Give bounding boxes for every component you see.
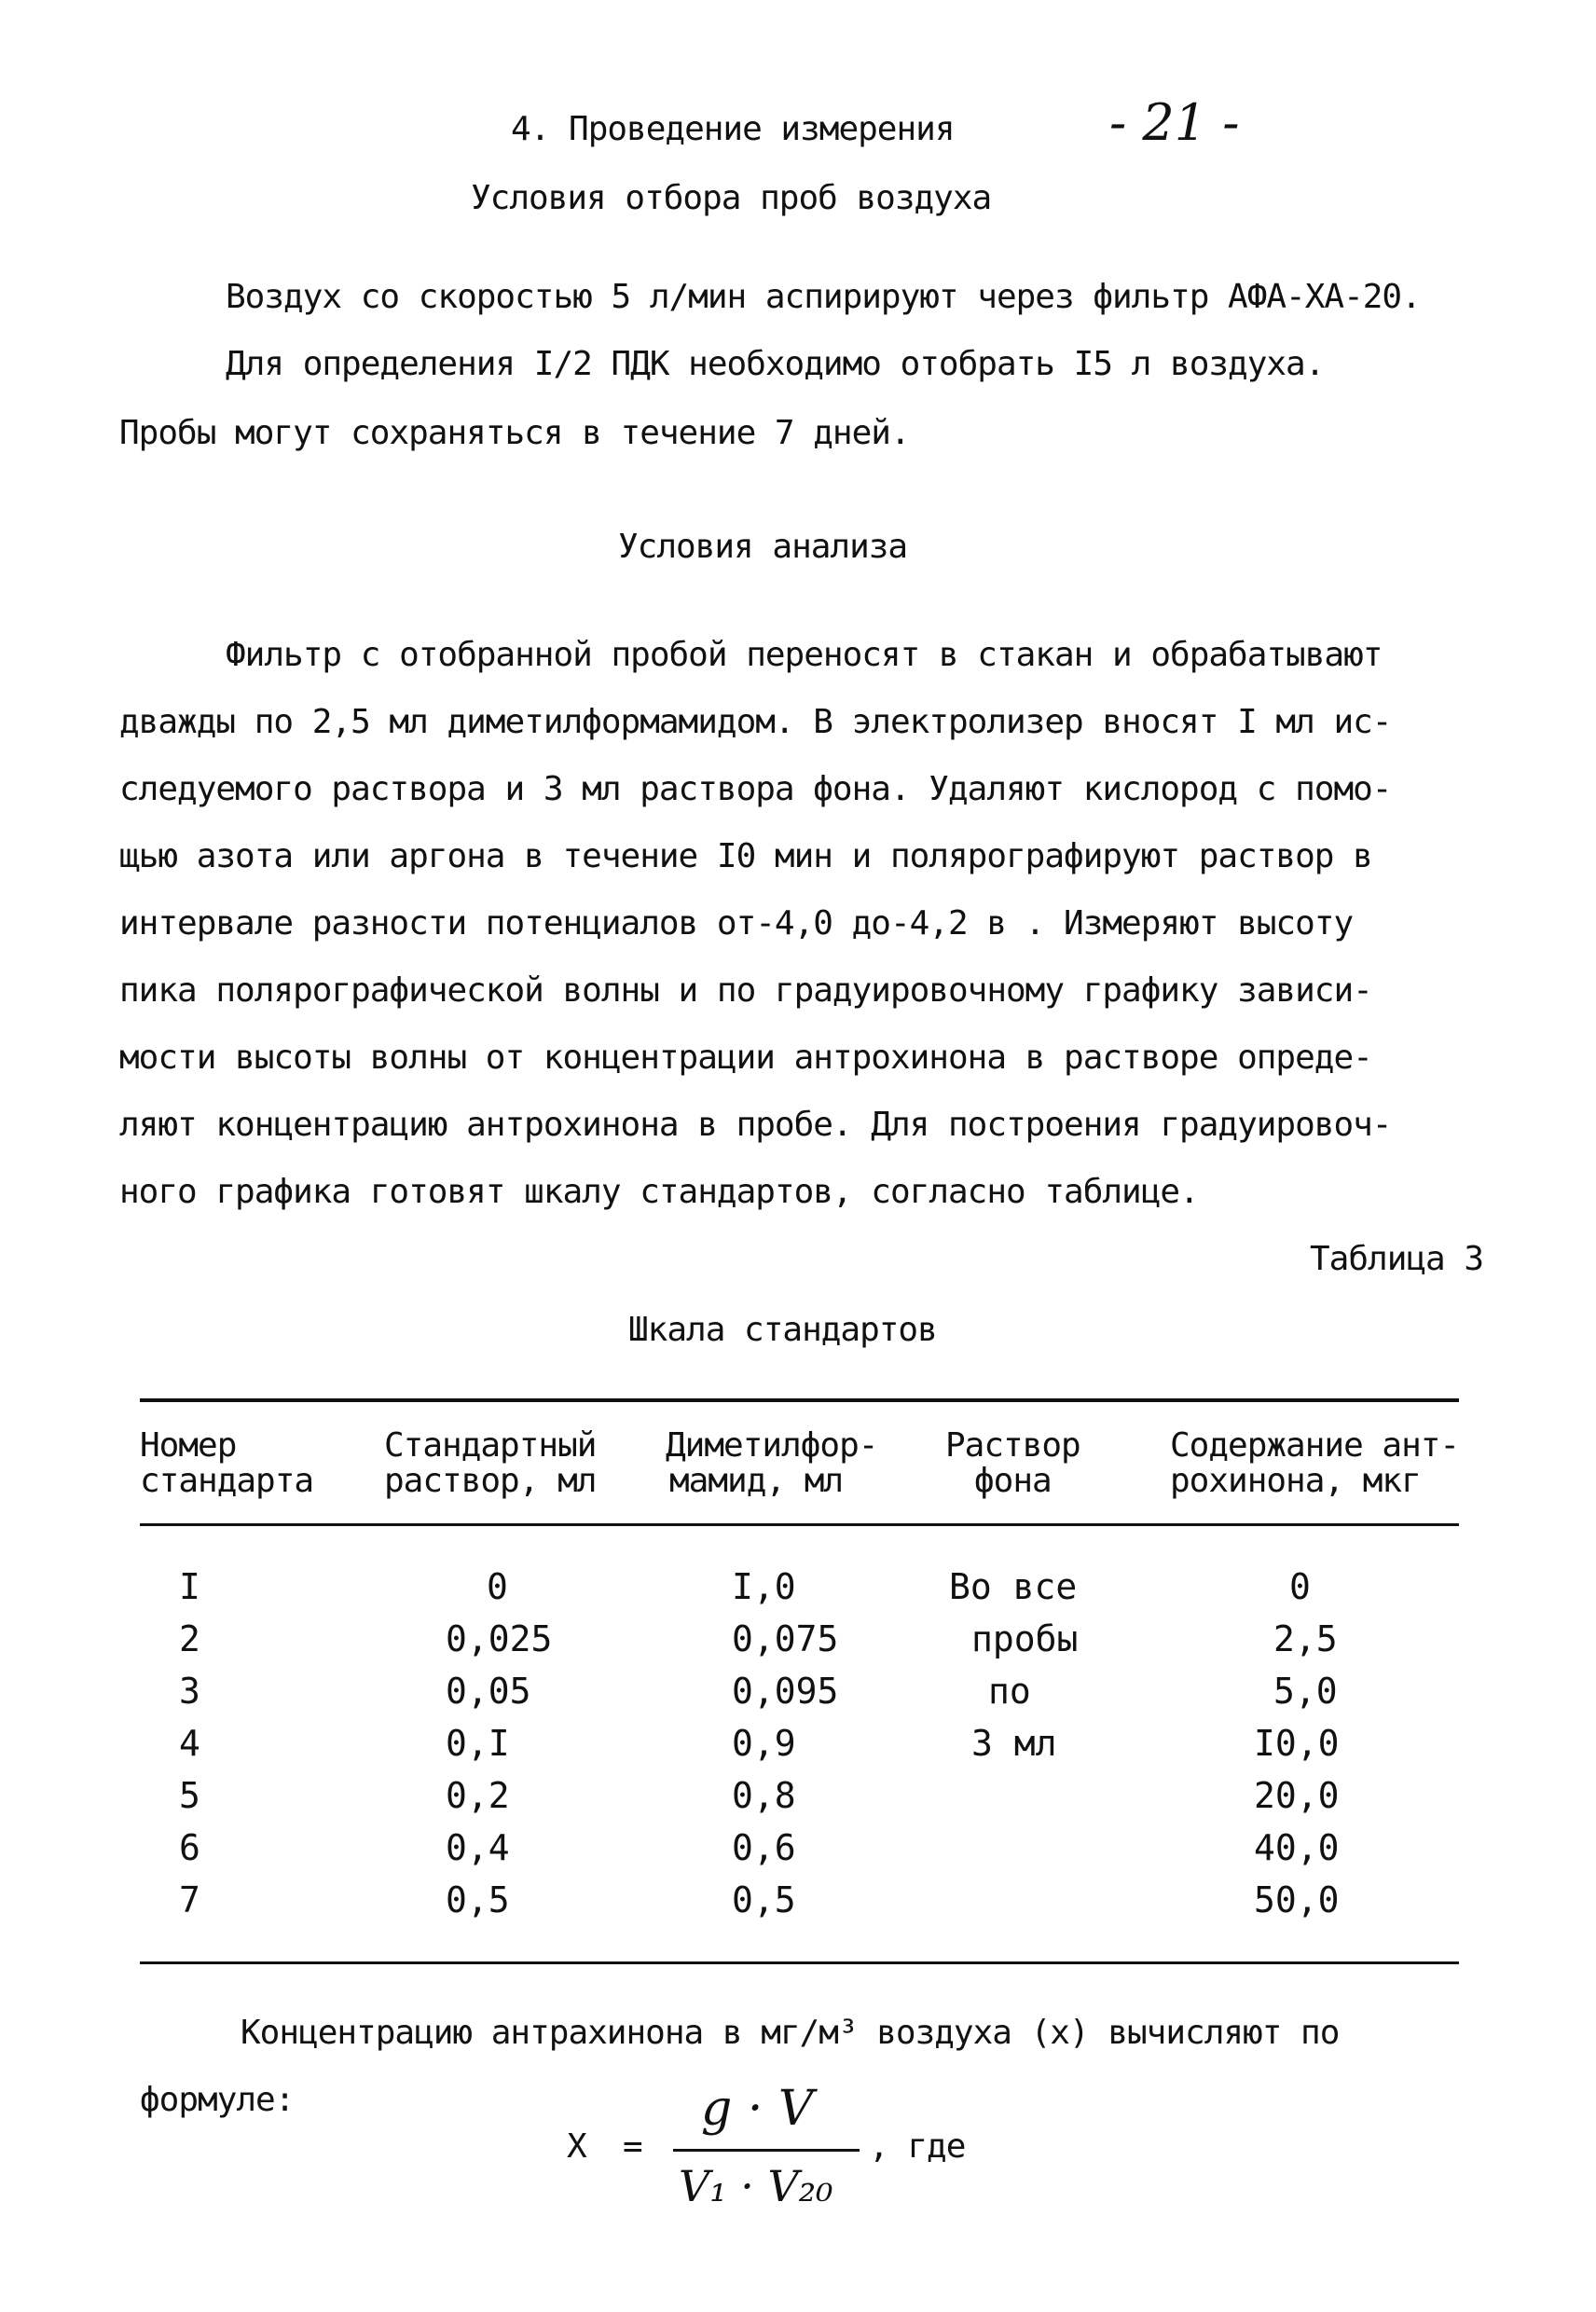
table-label: Таблица 3 [1310,1240,1484,1278]
formula-denominator: V₁ · V₂₀ [679,2161,833,2211]
formula-numerator: g · V [701,2081,814,2137]
analysis-title: Условия анализа [618,528,908,566]
analysis-line-8: ляют концентрацию антрохинона в пробе. Для построения градуировоч- [119,1106,1392,1144]
table-header-content: Содержание ант- рохинона, мкг [1170,1426,1460,1500]
analysis-line-7: мости высоты волны от концентрации антрохинона в растворе опреде- [119,1039,1372,1077]
analysis-line-5: интервале разности потенциалов от-4,0 до-4,2 в . Измеряют высоту [119,904,1354,943]
formula-intro-line-2: формуле: [140,2081,295,2119]
formula-intro-line-1: Концентрацию антрахинона в мг/м³ воздуха (х) вычисляют по [241,2014,1340,2052]
formula-fraction-bar [673,2149,860,2152]
analysis-line-2: дважды по 2,5 мл диметилформамидом. В электролизер вносят I мл ис- [119,703,1392,741]
formula-suffix: , где [869,2127,966,2166]
sampling-line-1: Воздух со скоростью 5 л/мин аспирируют через фильтр АФА-ХА-20. [226,278,1421,316]
analysis-line-1: Фильтр с отобранной пробой переносят в стакан и обрабатывают [226,636,1383,674]
table-header-dmf: Диметилфор- мамид, мл [666,1426,878,1500]
table-title: Шкала стандартов [628,1311,937,1349]
table-header-rule [140,1523,1459,1526]
document-page: 4. Проведение измерения - 21 - Условия отбора проб воздуха Воздух со скоростью 5 л/мин аспирируют через фильтр АФА-ХА-20. Для определения I/2 ПДК необходимо отобрать I5 л воздуха. Пробы могут сохраняться в течение 7 дней. Условия анализа Фильтр с отобранной пробой переносят в стакан и обрабатывают дважды по 2,5 мл диметилформамидом. В электролизер вносят I мл ис- следуемого раствора и 3 мл раствора фона. Удаляют кислород с помо- щью азота или аргона в течение I0 мин и полярографируют раствор в интервале разности потенциалов от-4,0 до-4,2 в . Измеряют высоту пика полярографической волны и по градуировочному графику зависи- мости высоты волны от концентрации антрохинона в растворе опреде- ляют концентрацию антрохинона в пробе. Для построения градуировоч- ного графика готовят шкалу стандартов, согласно таблице. Таблица 3 Шкала стандартов Номер стандарта Стандартный раствор, мл Диметилфор- мамид, мл Раствор фона Содержание ант- рохинона, мкг I 0 I,0 Во все 0 2 0,025 0,075 пробы 2,5 3 0,05 0,095 по 5,0 4 0,I 0,9 3 мл I0,0 5 0,2 0,8 20,0 6 0,4 0,6 40,0 7 0,5 0,5 50,0 Концентрацию антрахинона в мг/м³ воздуха (х) вычисляют по формуле: Х = g · V V₁ · V₂₀ , где [119,93,1484,2211]
table-bottom-rule [140,1961,1459,1964]
sampling-line-3: Пробы могут сохраняться в течение 7 дней. [119,414,910,452]
table-header-background-solution: Раствор фона [945,1426,1080,1500]
page-number: - 21 - [1109,93,1240,152]
analysis-line-9: ного графика готовят шкалу стандартов, согласно таблице. [119,1173,1199,1211]
formula-lhs: Х [567,2127,586,2166]
analysis-line-6: пика полярографической волны и по градуировочному графику зависи- [119,971,1372,1010]
analysis-line-3: следуемого раствора и 3 мл раствора фона. Удаляют кислород с помо- [119,770,1392,808]
section-subtitle: Условия отбора проб воздуха [471,179,992,217]
analysis-line-4: щью азота или аргона в течение I0 мин и полярографируют раствор в [119,837,1372,875]
table-header-standard-solution: Стандартный раствор, мл [384,1426,597,1500]
table-header-number: Номер стандарта [140,1426,314,1500]
sampling-line-2: Для определения I/2 ПДК необходимо отобрать I5 л воздуха. [226,345,1325,383]
section-title: 4. Проведение измерения [511,110,955,148]
table-top-rule [140,1398,1459,1402]
formula-equals: = [623,2127,642,2166]
